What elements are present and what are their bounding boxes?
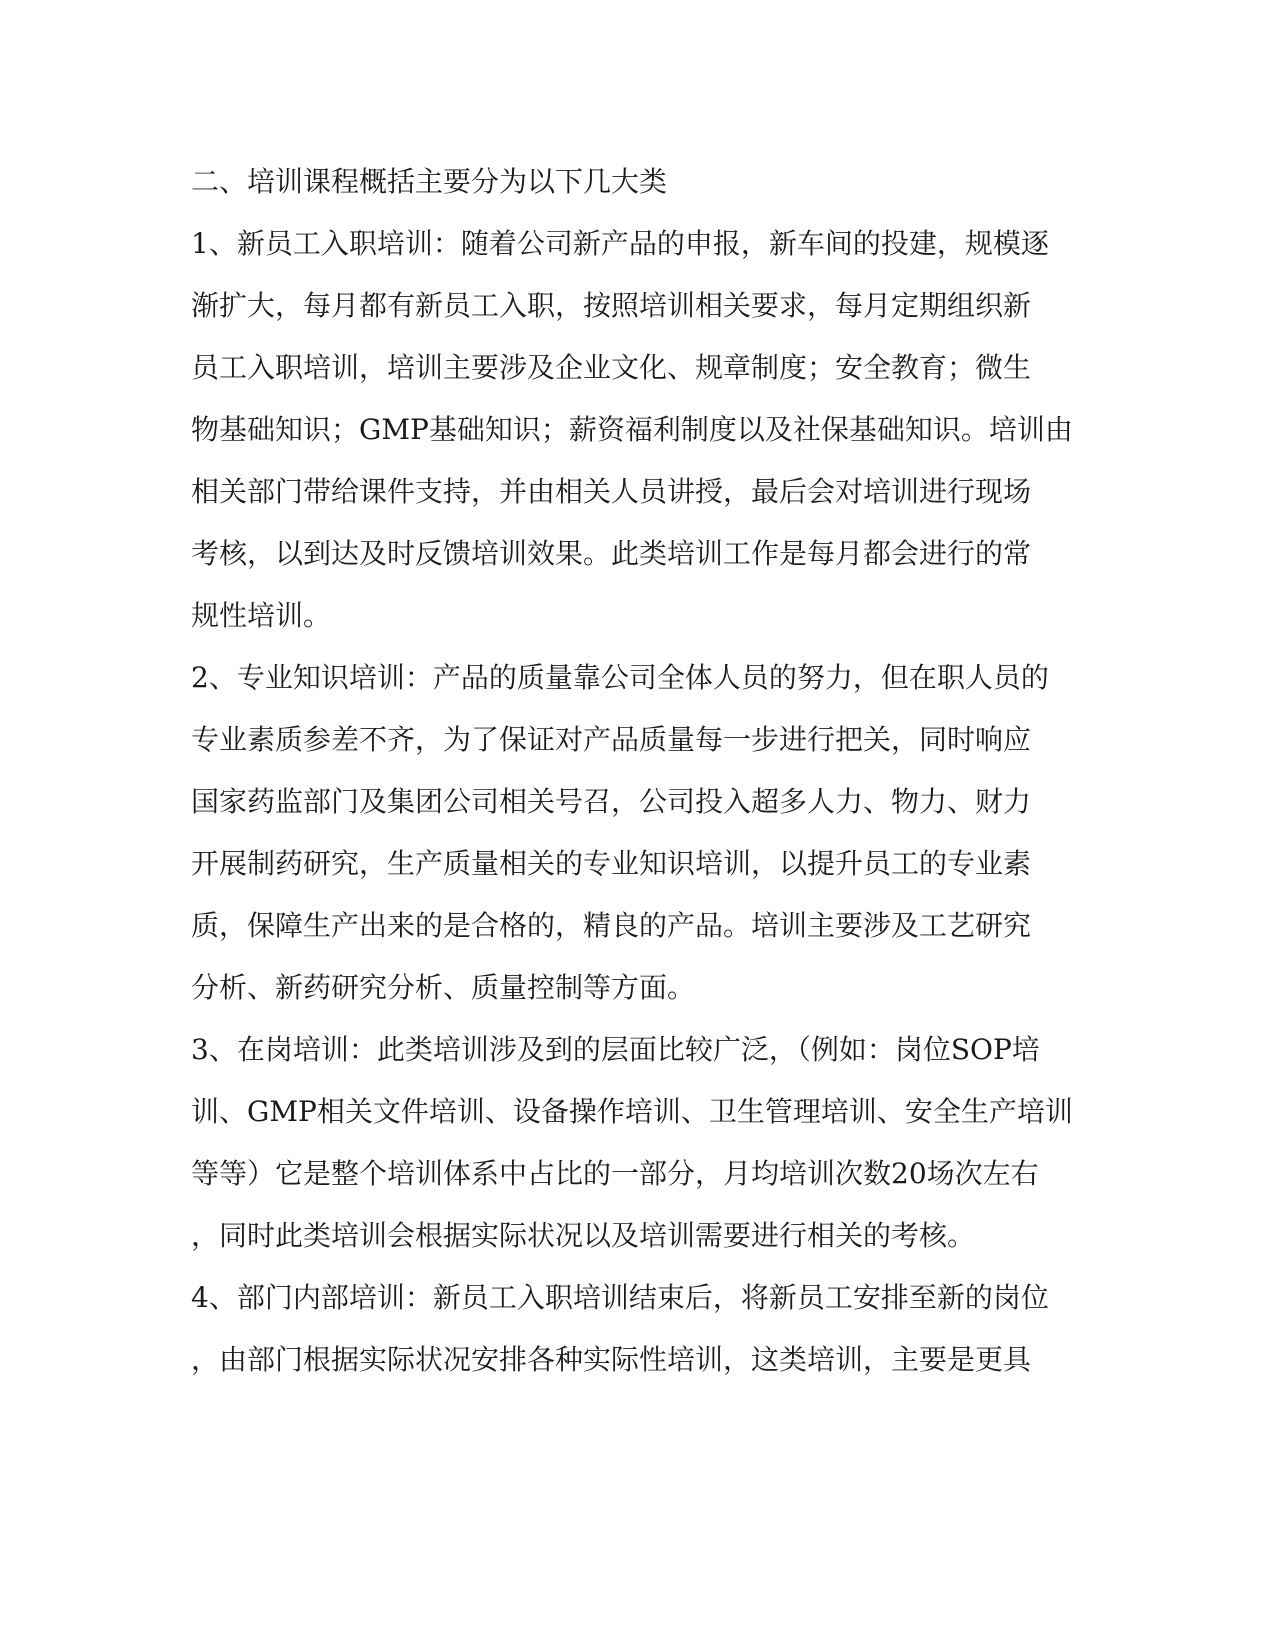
paragraph-line: ，同时此类培训会根据实际状况以及培训需要进行相关的考核。 [191, 1219, 976, 1252]
paragraph-line: ，由部门根据实际状况安排各种实际性培训，这类培训，主要是更具 [191, 1343, 1032, 1376]
paragraph-line: 训、GMP相关文件培训、设备操作培训、卫生管理培训、安全生产培训 [191, 1095, 1073, 1128]
paragraph-line: 专业素质参差不齐，为了保证对产品质量每一步进行把关，同时响应 [191, 723, 1032, 756]
paragraph-line: 等等）它是整个培训体系中占比的一部分，月均培训次数20场次左右 [191, 1157, 1039, 1190]
paragraph-line: 员工入职培训，培训主要涉及企业文化、规章制度；安全教育；微生 [191, 351, 1032, 384]
paragraph-line: 相关部门带给课件支持，并由相关人员讲授，最后会对培训进行现场 [191, 475, 1032, 508]
paragraph-line: 渐扩大，每月都有新员工入职，按照培训相关要求，每月定期组织新 [191, 289, 1032, 322]
paragraph-line: 质，保障生产出来的是合格的，精良的产品。培训主要涉及工艺研究 [191, 909, 1032, 942]
paragraph-line: 开展制药研究，生产质量相关的专业知识培训，以提升员工的专业素 [191, 847, 1032, 880]
paragraph-line: 4、部门内部培训：新员工入职培训结束后，将新员工安排至新的岗位 [191, 1281, 1049, 1314]
section-heading: 二、培训课程概括主要分为以下几大类 [191, 165, 668, 198]
paragraph-line: 1、新员工入职培训：随着公司新产品的申报，新车间的投建，规模逐 [191, 227, 1049, 260]
paragraph-line: 物基础知识；GMP基础知识；薪资福利制度以及社保基础知识。培训由 [191, 413, 1073, 446]
paragraph-line: 规性培训。 [191, 599, 332, 632]
paragraph-line: 3、在岗培训：此类培训涉及到的层面比较广泛，（例如：岗位SOP培 [191, 1033, 1040, 1066]
paragraph-line: 国家药监部门及集团公司相关号召，公司投入超多人力、物力、财力 [191, 785, 1032, 818]
paragraph-line: 分析、新药研究分析、质量控制等方面。 [191, 971, 696, 1004]
paragraph-line: 考核，以到达及时反馈培训效果。此类培训工作是每月都会进行的常 [191, 537, 1032, 570]
paragraph-line: 2、专业知识培训：产品的质量靠公司全体人员的努力，但在职人员的 [191, 661, 1049, 694]
